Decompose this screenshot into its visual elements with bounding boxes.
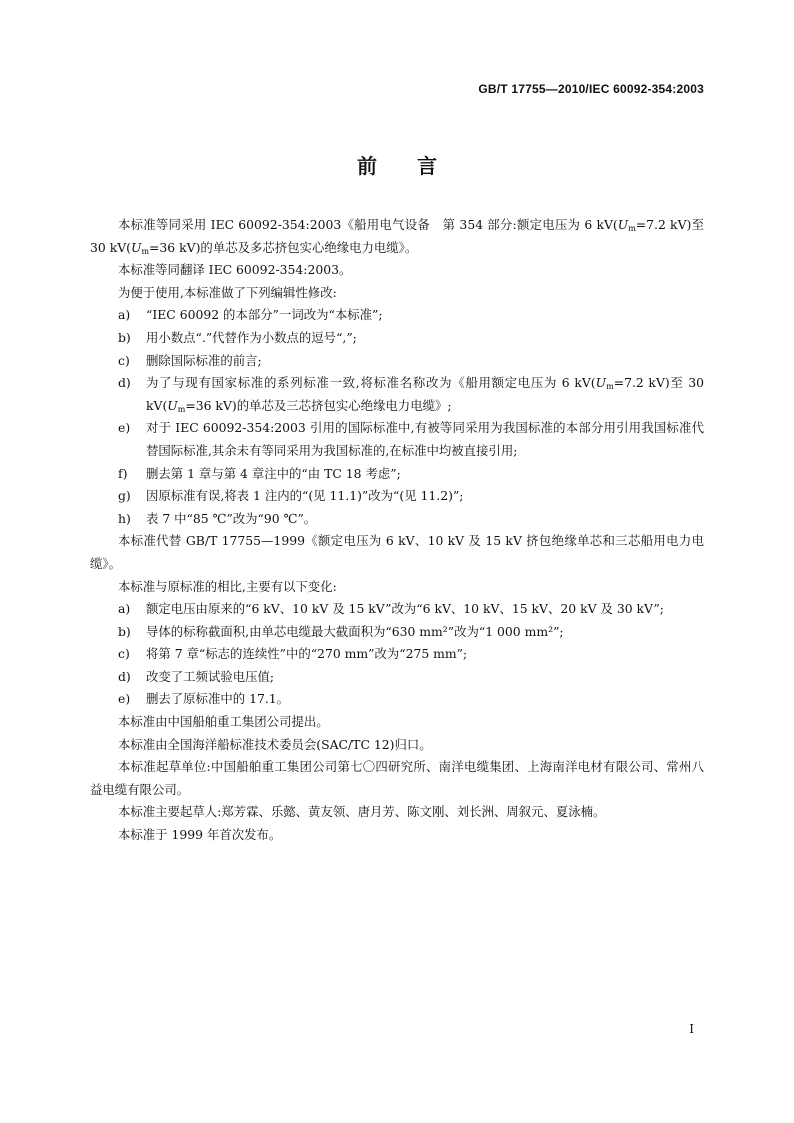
changes-intro: 本标准与原标准的相比,主要有以下变化:: [118, 578, 337, 594]
edit-item-b: b) 用小数点“.”代替作为小数点的逗号“,”;: [118, 329, 357, 345]
edit-item-e: e) 对于 IEC 60092-354:2003 引用的国际标准中,有被等同采用为我国标准的本部分用引用我国标准代替国际标准,其余未有等同采用为我国标准的,在标准中均被直接引用;: [118, 420, 704, 458]
closing-drafting-units: 本标准起草单位:中国船舶重工集团公司第七〇四研究所、南洋电缆集团、上海南洋电材有限公司、常州八益电缆有限公司。: [90, 759, 704, 797]
edit-item-h: h) 表 7 中“85 ℃”改为“90 ℃”。: [118, 510, 317, 526]
closing-proposer: 本标准由中国船舶重工集团公司提出。: [118, 714, 329, 730]
closing-first-release: 本标准于 1999 年首次发布。: [118, 827, 282, 843]
replace-paragraph: 本标准代替 GB/T 17755—1999《额定电压为 6 kV、10 kV 及 15 kV 挤包绝缘单芯和三芯船用电力电缆》。: [90, 533, 704, 571]
change-item-b: b) 导体的标称截面积,由单芯电缆最大截面积为“630 mm²”改为“1 000 mm²”;: [118, 623, 564, 639]
intro-paragraph-1: 本标准等同采用 IEC 60092-354:2003《船用电气设备 第 354 部分:额定电压为 6 $kV(U_m=7.2$ kV)至 30 $kV(U_m=36$ kV)的单芯及多芯挤包实心绝缘电力电缆》。: [90, 217, 704, 256]
change-item-d: d) 改变了工频试验电压值;: [118, 668, 275, 684]
change-item-c: c) 将第 7 章“标志的连续性”中的“270 mm”改为“275 mm”;: [118, 646, 468, 662]
standard-code-header: GB/T 17755—2010/IEC 60092-354:2003: [478, 82, 704, 96]
intro-paragraph-2: 本标准等同翻译 IEC 60092-354:2003。: [118, 262, 352, 278]
foreword-body: [90, 214, 704, 847]
intro-paragraph-3: 为便于使用,本标准做了下列编辑性修改:: [118, 284, 337, 300]
edit-item-f: f) 删去第 1 章与第 4 章注中的“由 TC 18 考虑”;: [118, 465, 401, 481]
closing-drafters: 本标准主要起草人:郑芳霖、乐懿、黄友领、唐月芳、陈文刚、刘长洲、周叙元、夏泳楠。: [118, 804, 606, 820]
edit-item-d: d) 为了与现有国家标准的系列标准一致,将标准名称改为《船用额定电压为 6 $kV(U_m=7.2$ kV)至 30 $kV(U_m=36$ kV)的单芯及三芯挤包实心绝缘电力电缆》;: [118, 375, 704, 414]
edit-item-g: g) 因原标准有误,将表 1 注内的“(见 11.1)”改为“(见 11.2)”;: [118, 488, 464, 504]
change-item-e: e) 删去了原标准中的 17.1。: [118, 691, 290, 707]
edit-item-a: a) “IEC 60092 的本部分”一词改为“本标准”;: [118, 307, 383, 323]
edit-item-c: c) 删除国际标准的前言;: [118, 352, 262, 368]
change-item-a: a) 额定电压由原来的“6 kV、10 kV 及 15 kV”改为“6 kV、10 kV、15 kV、20 kV 及 30 kV”;: [118, 601, 664, 617]
page-number: I: [689, 1022, 694, 1036]
page-title: 前言: [357, 154, 477, 178]
closing-committee: 本标准由全国海洋船标准技术委员会(SAC/TC 12)归口。: [118, 736, 432, 752]
